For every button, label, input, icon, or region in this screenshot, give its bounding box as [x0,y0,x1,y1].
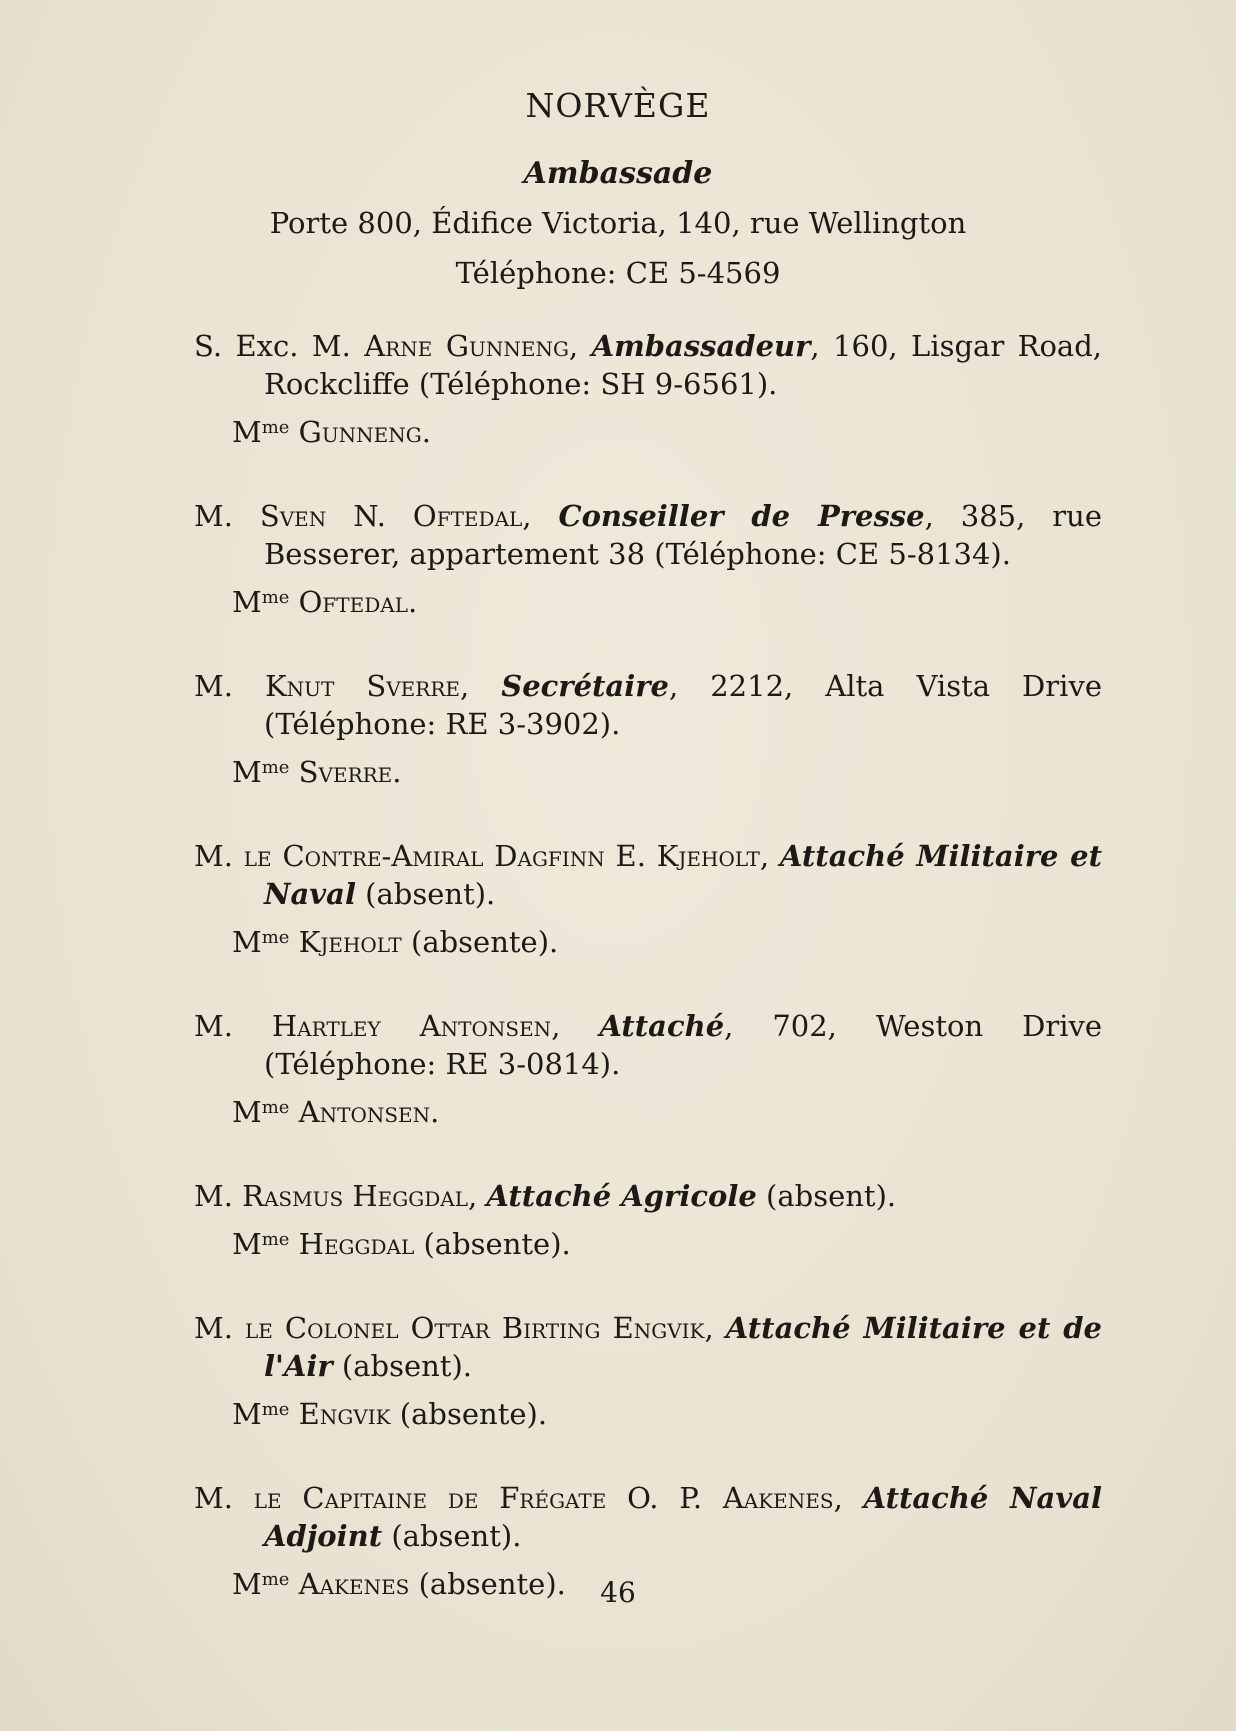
spouse-prefix: M [232,1227,262,1261]
staff-name: Rasmus Heggdal [242,1179,468,1213]
spouse-prefix: M [232,1095,262,1129]
staff-entry-line [194,1007,1102,1083]
staff-details: (absent). [355,877,496,911]
spouse-status: (absente). [390,1397,548,1431]
spouse-status: . [408,585,418,619]
entry-prefix: M. [194,1179,243,1213]
staff-entry [194,667,1102,791]
entry-separator: , [459,669,502,703]
staff-title: Attaché [599,1009,725,1043]
spouse-superscript: me [261,927,290,948]
entry-separator: , [467,1179,487,1213]
staff-name: Hartley Antonsen [271,1009,552,1043]
staff-entry-line [194,667,1102,743]
spouse-superscript: me [261,1097,290,1118]
staff-entry-line [194,1309,1102,1385]
spouse-prefix: M [232,755,262,789]
spouse-line [194,749,1102,791]
spouse-prefix: M [232,415,262,449]
entry-prefix: M. [194,1009,272,1043]
staff-title: Conseiller de Presse [558,499,925,533]
staff-details: , 2212, Alta Vista Drive (Téléphone: RE 3-3902). [264,669,1102,741]
spouse-name: Oftedal [289,585,409,619]
spouse-superscript: me [261,1569,290,1590]
page-number: 46 [600,1576,636,1609]
spouse-prefix: M [232,585,262,619]
entry-separator: , [522,499,559,533]
staff-title: Attaché Militaire et de l'Air [264,1311,1103,1383]
staff-entry [194,497,1102,621]
spouse-name: Sverre [289,755,393,789]
staff-entry-line [194,837,1102,913]
entry-prefix: M. [194,669,265,703]
spouse-prefix: M [232,1397,262,1431]
staff-details: (absent). [332,1349,472,1383]
spouse-line [194,409,1102,451]
embassy-subtitle: Ambassade [523,156,713,191]
spouse-prefix: M [232,925,262,959]
spouse-status: . [430,1095,440,1129]
spouse-line [194,1221,1102,1263]
staff-details: (absent). [756,1179,897,1213]
spouse-name: Aakenes [289,1567,410,1601]
staff-name: Sven N. Oftedal [259,499,523,533]
spouse-status: . [421,415,431,449]
staff-name: le Colonel Ottar Birting Engvik [244,1311,705,1345]
staff-name: Arne Gunneng [364,329,569,363]
embassy-phone: Téléphone: CE 5-4569 [455,256,781,290]
staff-entry [194,1177,1102,1263]
spouse-status: (absente). [414,1227,571,1261]
staff-title: Ambassadeur [591,329,811,363]
spouse-name: Engvik [289,1397,391,1431]
staff-title: Secrétaire [501,669,669,703]
spouse-name: Gunneng [289,415,422,449]
spouse-superscript: me [261,757,290,778]
entry-prefix: M. [194,1481,254,1515]
spouse-superscript: me [261,417,290,438]
spouse-line [194,919,1102,961]
staff-entry [194,837,1102,961]
entry-prefix: S. Exc. M. [194,329,365,363]
spouse-name: Heggdal [289,1227,415,1261]
staff-entry-line [194,1177,1102,1215]
staff-name: le Capitaine de Frégate O. P. Aakenes [253,1481,834,1515]
staff-entry [194,1007,1102,1131]
entry-prefix: M. [194,839,244,873]
staff-details: (absent). [382,1519,522,1553]
spouse-superscript: me [261,587,290,608]
entry-separator: , [704,1311,726,1345]
spouse-prefix: M [232,1567,262,1601]
spouse-status: (absente). [401,925,559,959]
spouse-status: . [392,755,402,789]
staff-details: , 160, Lisgar Road, Rockcliffe (Téléphone: SH 9-6561). [264,329,1102,401]
staff-name: Knut Sverre [264,669,460,703]
embassy-address: Porte 800, Édifice Victoria, 140, rue Wellington [269,206,967,240]
spouse-line [194,579,1102,621]
staff-name: le Contre-Amiral Dagfinn E. Kjeholt [243,839,760,873]
staff-list [194,327,1102,1649]
spouse-name: Kjeholt [289,925,402,959]
spouse-line [194,1089,1102,1131]
entry-separator: , [833,1481,864,1515]
staff-title: Attaché Militaire et Naval [264,839,1103,911]
entry-separator: , [568,329,592,363]
entry-separator: , [551,1009,600,1043]
entry-prefix: M. [194,499,260,533]
spouse-line [194,1391,1102,1433]
staff-title: Attaché Agricole [486,1179,757,1213]
spouse-status: (absente). [409,1567,566,1601]
entry-prefix: M. [194,1311,245,1345]
staff-entry-line [194,1479,1102,1555]
country-heading: NORVÈGE [525,86,711,125]
staff-entry-line [194,497,1102,573]
staff-entry [194,327,1102,451]
staff-entry-line [194,327,1102,403]
staff-details: , 702, Weston Drive (Téléphone: RE 3-0814). [264,1009,1103,1081]
spouse-superscript: me [261,1229,290,1250]
staff-entry [194,1309,1102,1433]
staff-title: Attaché Naval Adjoint [264,1481,1102,1553]
spouse-superscript: me [261,1399,290,1420]
staff-details: , 385, rue Besserer, appartement 38 (Téléphone: CE 5-8134). [264,499,1102,571]
entry-separator: , [759,839,780,873]
spouse-name: Antonsen [289,1095,431,1129]
